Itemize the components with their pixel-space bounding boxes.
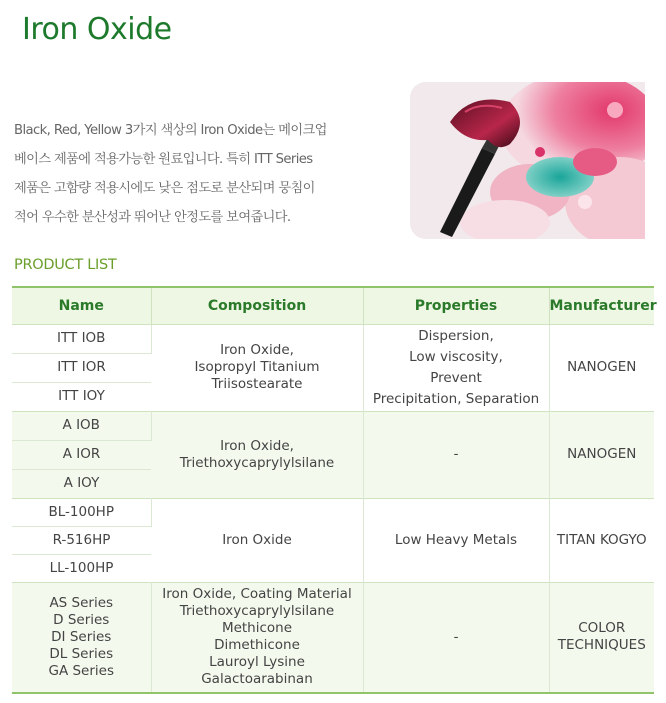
product-name: AS Series [49, 594, 114, 611]
composition-line: Triisostearate [211, 376, 303, 392]
product-name-list [12, 582, 151, 693]
product-name: ITT IOR [12, 353, 151, 382]
product-name: D Series [53, 611, 110, 628]
header-composition: Composition [151, 287, 363, 324]
properties-line: Dispersion, [418, 327, 494, 344]
composition-line: Galactoarabinan [201, 671, 313, 688]
composition-line: Triethoxycaprylylsilane [179, 603, 335, 620]
composition-line: Iron Oxide [222, 531, 292, 548]
properties-line: Prevent [430, 369, 482, 386]
product-name: LL-100HP [12, 554, 151, 582]
properties-line: Low Heavy Metals [394, 531, 518, 548]
manufacturer-cell [549, 411, 654, 498]
section-title-product-list: PRODUCT LIST [14, 257, 117, 273]
manufacturer-cell [549, 324, 654, 411]
product-group-itt [12, 324, 654, 411]
properties-cell [363, 498, 549, 582]
manufacturer-line: COLOR [578, 620, 626, 637]
composition-cell [151, 324, 363, 411]
manufacturer-cell [549, 582, 654, 693]
header-manufacturer: Manufacturer [549, 287, 654, 324]
product-name: ITT IOY [12, 382, 151, 411]
table-row [12, 498, 654, 526]
manufacturer-line: NANOGEN [567, 359, 637, 375]
properties-cell [363, 324, 549, 411]
manufacturer-line: TECHNIQUES [557, 637, 646, 654]
page-title: Iron Oxide [22, 12, 172, 47]
composition-line: Methicone [221, 620, 293, 637]
composition-cell [151, 582, 363, 693]
product-name: A IOB [12, 411, 151, 440]
product-table [12, 286, 657, 694]
composition-line: Lauroyl Lysine [209, 654, 305, 671]
product-name: ITT IOB [12, 324, 151, 353]
header-name: Name [12, 287, 151, 324]
properties-cell [363, 582, 549, 693]
product-name: BL-100HP [12, 498, 151, 526]
manufacturer-line: NANOGEN [567, 446, 637, 462]
table-row [12, 324, 654, 353]
composition-line: Iron Oxide, [220, 437, 294, 454]
composition-line: Triethoxycaprylylsilane [179, 454, 335, 471]
properties-line: Precipitation, Separation [372, 390, 540, 407]
composition-line: Dimethicone [214, 637, 300, 654]
product-group-color-techniques [12, 582, 654, 693]
composition-line: Iron Oxide, [220, 342, 294, 358]
composition-line: Isopropyl Titanium [194, 359, 320, 375]
manufacturer-line: TITAN KOGYO [556, 531, 647, 548]
intro-line: Black, Red, Yellow 3가지 색상의 Iron Oxide는 메이크업 [14, 123, 327, 138]
intro-line: 베이스 제품에 적용가능한 원료입니다. 특히 ITT Series [14, 152, 313, 167]
intro-line: 적어 우수한 분산성과 뛰어난 안정도를 보여줍니다. [14, 210, 291, 225]
table-header [12, 287, 657, 324]
composition-cell [151, 411, 363, 498]
properties-line: - [453, 628, 459, 645]
table-row [12, 582, 654, 693]
header-properties: Properties [363, 287, 549, 324]
product-name: A IOY [12, 469, 151, 498]
product-group-titan [12, 498, 654, 582]
product-group-a [12, 411, 654, 498]
manufacturer-cell [549, 498, 654, 582]
table-row [12, 411, 654, 440]
product-name: DL Series [49, 645, 114, 662]
product-name: DI Series [51, 628, 112, 645]
makeup-brush-image [410, 82, 645, 239]
intro-line: 제품은 고함량 적용시에도 낮은 점도로 분산되며 뭉침이 [14, 181, 315, 196]
properties-line: - [453, 446, 459, 462]
product-name: GA Series [48, 662, 114, 679]
product-name: R-516HP [12, 526, 151, 554]
intro-paragraph [14, 116, 394, 232]
properties-line: Low viscosity, [409, 348, 503, 365]
composition-line: Iron Oxide, Coating Material [162, 586, 352, 603]
product-name: A IOR [12, 440, 151, 469]
properties-cell [363, 411, 549, 498]
composition-cell [151, 498, 363, 582]
